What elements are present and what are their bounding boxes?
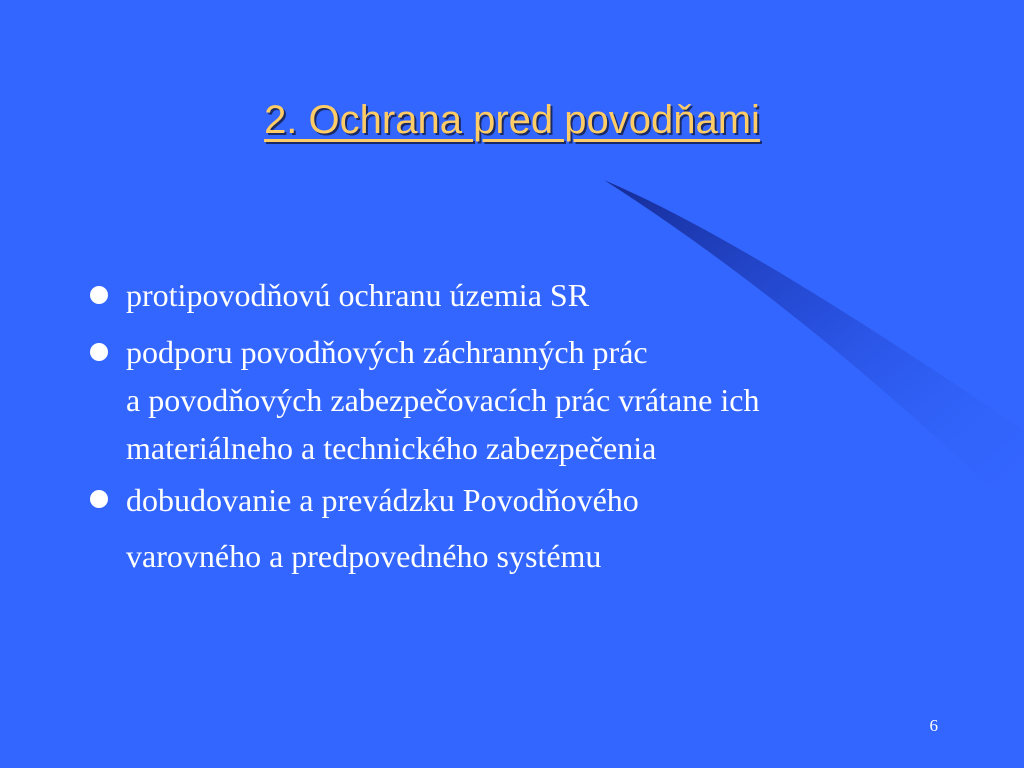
- page-number: 6: [929, 716, 938, 735]
- bullet-item: [88, 472, 948, 584]
- bullet-item: [88, 328, 948, 472]
- bullet-text-line: dobudovanie a prevádzku Povodňového: [126, 482, 639, 518]
- bullet-dot-icon: [90, 490, 108, 508]
- bullet-text-line: materiálneho a technického zabezpečenia: [126, 430, 657, 466]
- bullet-list: [88, 272, 948, 584]
- slide-title: 2. Ochrana pred povodňami: [264, 98, 760, 142]
- bullet-text-line: protipovodňovú ochranu územia SR: [126, 277, 590, 313]
- bullet-text-line: varovného a predpovedného systému: [126, 538, 602, 574]
- bullet-text-line: podporu povodňových záchranných prác: [126, 334, 648, 370]
- bullet-dot-icon: [90, 343, 108, 361]
- bullet-dot-icon: [90, 286, 108, 304]
- bullet-item: [88, 272, 948, 318]
- bullet-text-line: a povodňových zabezpečovacích prác vrátane ich: [126, 382, 760, 418]
